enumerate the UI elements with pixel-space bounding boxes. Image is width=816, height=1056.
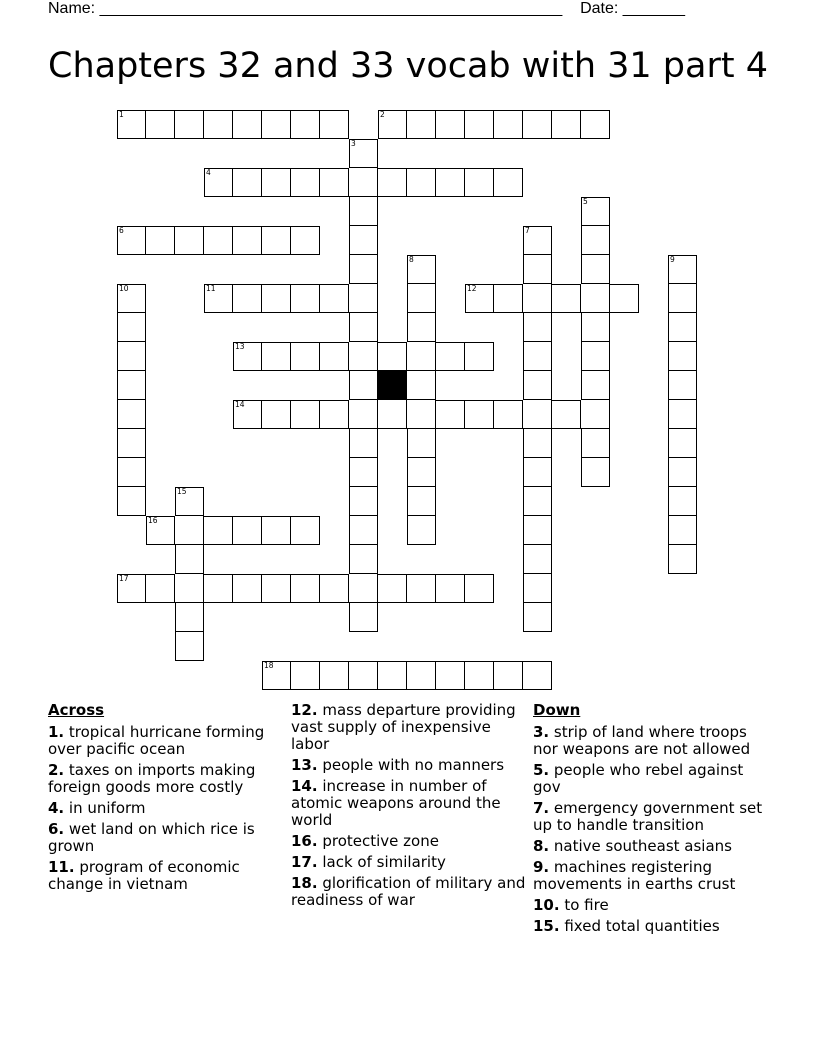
grid-cell[interactable] bbox=[407, 371, 436, 400]
grid-cell[interactable] bbox=[523, 574, 552, 603]
grid-cell[interactable] bbox=[262, 400, 291, 429]
grid-cell[interactable] bbox=[465, 400, 494, 429]
clue-number: 11 bbox=[206, 284, 216, 293]
grid-cell[interactable] bbox=[581, 400, 610, 429]
clues-column-1 bbox=[48, 702, 284, 897]
grid-cell[interactable] bbox=[291, 400, 320, 429]
grid-cell[interactable] bbox=[668, 284, 697, 313]
grid-cell[interactable] bbox=[320, 168, 349, 197]
grid-cell[interactable] bbox=[494, 661, 523, 690]
grid-cell[interactable] bbox=[465, 342, 494, 371]
grid-cell[interactable] bbox=[494, 400, 523, 429]
clue-number-label: 7. bbox=[533, 799, 550, 817]
grid-cell[interactable] bbox=[262, 342, 291, 371]
grid-cell[interactable] bbox=[523, 255, 552, 284]
grid-cell[interactable] bbox=[523, 661, 552, 690]
grid-cell[interactable] bbox=[262, 284, 291, 313]
clue-number: 16 bbox=[148, 516, 158, 525]
clue-down-8 bbox=[533, 838, 769, 855]
clue-number-label: 3. bbox=[533, 723, 550, 741]
grid-cell[interactable] bbox=[349, 284, 378, 313]
grid-cell[interactable] bbox=[523, 429, 552, 458]
grid-cell[interactable] bbox=[494, 110, 523, 139]
grid-cell[interactable] bbox=[407, 516, 436, 545]
grid-cell[interactable] bbox=[117, 313, 146, 342]
grid-cell[interactable] bbox=[233, 284, 262, 313]
clue-number-label: 9. bbox=[533, 858, 550, 876]
clue-number-label: 4. bbox=[48, 799, 65, 817]
clue-number: 4 bbox=[206, 168, 211, 177]
clue-text: mass departure providing vast supply of inexpensive labor bbox=[291, 701, 516, 753]
grid-cell[interactable] bbox=[668, 313, 697, 342]
grid-cell[interactable] bbox=[552, 284, 581, 313]
grid-cell[interactable] bbox=[175, 226, 204, 255]
clue-across-6 bbox=[48, 821, 284, 855]
clue-number-label: 10. bbox=[533, 896, 560, 914]
grid-cell[interactable] bbox=[117, 371, 146, 400]
grid-cell[interactable] bbox=[349, 342, 378, 371]
grid-cell[interactable] bbox=[349, 661, 378, 690]
clue-across-4 bbox=[48, 800, 284, 817]
clue-text: people who rebel against gov bbox=[533, 761, 744, 796]
grid-cell[interactable] bbox=[668, 458, 697, 487]
grid-cell[interactable] bbox=[175, 516, 204, 545]
grid-cell[interactable] bbox=[407, 429, 436, 458]
clue-number: 10 bbox=[119, 284, 129, 293]
grid-cell[interactable] bbox=[581, 110, 610, 139]
grid-cell[interactable] bbox=[320, 574, 349, 603]
clue-down-15 bbox=[533, 918, 769, 935]
clue-number-label: 6. bbox=[48, 820, 65, 838]
grid-cell[interactable] bbox=[204, 574, 233, 603]
grid-cell[interactable] bbox=[436, 342, 465, 371]
clue-text: in uniform bbox=[64, 799, 146, 817]
grid-cell[interactable] bbox=[233, 110, 262, 139]
grid-cell[interactable] bbox=[581, 284, 610, 313]
grid-cell[interactable] bbox=[262, 574, 291, 603]
grid-cell[interactable] bbox=[175, 632, 204, 661]
clue-across-17 bbox=[291, 854, 527, 871]
clue-number-label: 12. bbox=[291, 701, 318, 719]
grid-cell[interactable] bbox=[668, 516, 697, 545]
grid-cell[interactable] bbox=[668, 545, 697, 574]
grid-cell[interactable] bbox=[291, 574, 320, 603]
clue-number-label: 18. bbox=[291, 874, 318, 892]
grid-cell[interactable] bbox=[175, 545, 204, 574]
clue-number-label: 5. bbox=[533, 761, 550, 779]
grid-cell[interactable] bbox=[436, 110, 465, 139]
grid-cell[interactable] bbox=[117, 458, 146, 487]
grid-cell[interactable] bbox=[378, 574, 407, 603]
grid-cell[interactable] bbox=[407, 400, 436, 429]
grid-cell[interactable] bbox=[117, 487, 146, 516]
grid-cell[interactable] bbox=[523, 603, 552, 632]
clue-text: increase in number of atomic weapons around the world bbox=[291, 777, 501, 829]
clues-column-2 bbox=[291, 702, 527, 913]
grid-cell[interactable] bbox=[581, 226, 610, 255]
grid-cell[interactable] bbox=[465, 168, 494, 197]
grid-cell[interactable] bbox=[204, 110, 233, 139]
grid-cell[interactable] bbox=[668, 429, 697, 458]
clue-number-label: 8. bbox=[533, 837, 550, 855]
clue-text: emergency government set up to handle transition bbox=[533, 799, 763, 834]
grid-cell[interactable] bbox=[291, 226, 320, 255]
clue-number-label: 14. bbox=[291, 777, 318, 795]
clue-number: 9 bbox=[670, 255, 675, 264]
grid-cell[interactable] bbox=[320, 661, 349, 690]
grid-cell[interactable] bbox=[291, 284, 320, 313]
grid-cell[interactable] bbox=[349, 197, 378, 226]
grid-cell[interactable] bbox=[349, 458, 378, 487]
clue-across-14 bbox=[291, 778, 527, 829]
clue-down-7 bbox=[533, 800, 769, 834]
clue-number: 7 bbox=[525, 226, 530, 235]
grid-cell[interactable] bbox=[146, 110, 175, 139]
grid-cell[interactable] bbox=[494, 284, 523, 313]
clue-across-12 bbox=[291, 702, 527, 753]
grid-cell[interactable] bbox=[204, 226, 233, 255]
clue-number: 5 bbox=[583, 197, 588, 206]
grid-cell[interactable] bbox=[523, 313, 552, 342]
grid-cell[interactable] bbox=[523, 342, 552, 371]
grid-cell[interactable] bbox=[668, 342, 697, 371]
grid-cell[interactable] bbox=[175, 603, 204, 632]
clue-across-16 bbox=[291, 833, 527, 850]
clue-text: machines registering movements in earths crust bbox=[533, 858, 736, 893]
grid-cell[interactable] bbox=[552, 110, 581, 139]
grid-cell[interactable] bbox=[407, 661, 436, 690]
clue-text: wet land on which rice is grown bbox=[48, 820, 255, 855]
grid-cell[interactable] bbox=[146, 226, 175, 255]
grid-cell[interactable] bbox=[407, 168, 436, 197]
clue-across-18 bbox=[291, 875, 527, 909]
clue-down-9 bbox=[533, 859, 769, 893]
clue-down-10 bbox=[533, 897, 769, 914]
grid-cell[interactable] bbox=[581, 313, 610, 342]
grid-cell[interactable] bbox=[320, 284, 349, 313]
grid-cell[interactable] bbox=[581, 342, 610, 371]
clue-number: 17 bbox=[119, 574, 129, 583]
grid-cell[interactable] bbox=[320, 400, 349, 429]
grid-cell[interactable] bbox=[523, 400, 552, 429]
grid-cell[interactable] bbox=[320, 342, 349, 371]
grid-cell[interactable] bbox=[407, 574, 436, 603]
clue-text: native southeast asians bbox=[549, 837, 732, 855]
grid-cell[interactable] bbox=[117, 429, 146, 458]
clue-across-2 bbox=[48, 762, 284, 796]
grid-cell[interactable] bbox=[262, 110, 291, 139]
clue-number-label: 16. bbox=[291, 832, 318, 850]
clue-number: 15 bbox=[177, 487, 187, 496]
grid-cell[interactable] bbox=[146, 574, 175, 603]
grid-cell[interactable] bbox=[407, 110, 436, 139]
grid-cell[interactable] bbox=[349, 400, 378, 429]
clues-column-3 bbox=[533, 702, 769, 939]
clue-text: to fire bbox=[559, 896, 609, 914]
clue-number: 3 bbox=[351, 139, 356, 148]
clue-across-11 bbox=[48, 859, 284, 893]
grid-cell[interactable] bbox=[436, 574, 465, 603]
grid-cell[interactable] bbox=[407, 458, 436, 487]
grid-cell[interactable] bbox=[291, 342, 320, 371]
down-heading: Down bbox=[533, 701, 581, 719]
grid-cell[interactable] bbox=[349, 429, 378, 458]
grid-cell[interactable] bbox=[262, 168, 291, 197]
clue-text: glorification of military and readiness of war bbox=[291, 874, 526, 909]
clue-text: people with no manners bbox=[317, 756, 505, 774]
clue-number-label: 15. bbox=[533, 917, 560, 935]
grid-cell[interactable] bbox=[465, 574, 494, 603]
grid-cell[interactable] bbox=[523, 545, 552, 574]
grid-cell[interactable] bbox=[117, 342, 146, 371]
grid-cell[interactable] bbox=[552, 400, 581, 429]
clue-across-1 bbox=[48, 724, 284, 758]
clue-number: 1 bbox=[119, 110, 124, 119]
grid-cell[interactable] bbox=[465, 110, 494, 139]
grid-cell[interactable] bbox=[291, 168, 320, 197]
grid-cell[interactable] bbox=[378, 342, 407, 371]
grid-cell[interactable] bbox=[523, 110, 552, 139]
grid-cell[interactable] bbox=[262, 226, 291, 255]
clue-number: 12 bbox=[467, 284, 477, 293]
clue-number: 2 bbox=[380, 110, 385, 119]
grid-cell[interactable] bbox=[349, 487, 378, 516]
grid-cell[interactable] bbox=[291, 661, 320, 690]
clue-text: strip of land where troops nor weapons are not allowed bbox=[533, 723, 751, 758]
clue-number-label: 2. bbox=[48, 761, 65, 779]
grid-cell[interactable] bbox=[349, 603, 378, 632]
grid-cell[interactable] bbox=[436, 400, 465, 429]
grid-block-cell bbox=[378, 371, 407, 400]
clue-number: 6 bbox=[119, 226, 124, 235]
grid-cell[interactable] bbox=[204, 516, 233, 545]
clue-across-13 bbox=[291, 757, 527, 774]
clue-number-label: 1. bbox=[48, 723, 65, 741]
grid-cell[interactable] bbox=[233, 574, 262, 603]
grid-cell[interactable] bbox=[581, 371, 610, 400]
grid-cell[interactable] bbox=[407, 284, 436, 313]
grid-cell[interactable] bbox=[494, 168, 523, 197]
grid-cell[interactable] bbox=[581, 255, 610, 284]
clue-text: program of economic change in vietnam bbox=[48, 858, 240, 893]
clue-number-label: 13. bbox=[291, 756, 318, 774]
grid-cell[interactable] bbox=[378, 400, 407, 429]
grid-cell[interactable] bbox=[436, 661, 465, 690]
clue-number: 14 bbox=[235, 400, 245, 409]
grid-cell[interactable] bbox=[465, 661, 494, 690]
clue-number-label: 17. bbox=[291, 853, 318, 871]
grid-cell[interactable] bbox=[175, 110, 204, 139]
clue-text: fixed total quantities bbox=[559, 917, 720, 935]
grid-cell[interactable] bbox=[668, 400, 697, 429]
clue-text: taxes on imports making foreign goods more costly bbox=[48, 761, 256, 796]
clue-text: tropical hurricane forming over pacific ocean bbox=[48, 723, 265, 758]
grid-cell[interactable] bbox=[233, 168, 262, 197]
grid-cell[interactable] bbox=[523, 284, 552, 313]
grid-cell[interactable] bbox=[523, 516, 552, 545]
puzzle-title: Chapters 32 and 33 vocab with 31 part 4 bbox=[48, 46, 768, 86]
grid-cell[interactable] bbox=[349, 226, 378, 255]
clue-text: lack of similarity bbox=[317, 853, 446, 871]
grid-cell[interactable] bbox=[349, 371, 378, 400]
grid-cell[interactable] bbox=[349, 574, 378, 603]
grid-cell[interactable] bbox=[291, 516, 320, 545]
grid-cell[interactable] bbox=[349, 516, 378, 545]
grid-cell[interactable] bbox=[378, 661, 407, 690]
grid-cell[interactable] bbox=[523, 458, 552, 487]
grid-cell[interactable] bbox=[407, 342, 436, 371]
grid-cell[interactable] bbox=[320, 110, 349, 139]
grid-cell[interactable] bbox=[523, 371, 552, 400]
clue-number: 18 bbox=[264, 661, 274, 670]
grid-cell[interactable] bbox=[349, 255, 378, 284]
grid-cell[interactable] bbox=[349, 545, 378, 574]
clue-down-3 bbox=[533, 724, 769, 758]
name-date-line: Name: ____________________________________________________ Date: _______ bbox=[48, 0, 686, 17]
grid-cell[interactable] bbox=[668, 487, 697, 516]
clue-number: 13 bbox=[235, 342, 245, 351]
clue-down-5 bbox=[533, 762, 769, 796]
grid-cell[interactable] bbox=[117, 400, 146, 429]
grid-cell[interactable] bbox=[233, 226, 262, 255]
grid-cell[interactable] bbox=[175, 574, 204, 603]
grid-cell[interactable] bbox=[610, 284, 639, 313]
grid-cell[interactable] bbox=[668, 371, 697, 400]
grid-cell[interactable] bbox=[291, 110, 320, 139]
clue-number-label: 11. bbox=[48, 858, 75, 876]
grid-cell[interactable] bbox=[581, 429, 610, 458]
grid-cell[interactable] bbox=[233, 516, 262, 545]
clue-number: 8 bbox=[409, 255, 414, 264]
grid-cell[interactable] bbox=[407, 487, 436, 516]
grid-cell[interactable] bbox=[407, 313, 436, 342]
across-heading: Across bbox=[48, 701, 105, 719]
grid-cell[interactable] bbox=[523, 487, 552, 516]
grid-cell[interactable] bbox=[378, 168, 407, 197]
grid-cell[interactable] bbox=[436, 168, 465, 197]
clue-text: protective zone bbox=[317, 832, 439, 850]
grid-cell[interactable] bbox=[262, 516, 291, 545]
grid-cell[interactable] bbox=[349, 168, 378, 197]
grid-cell[interactable] bbox=[349, 313, 378, 342]
grid-cell[interactable] bbox=[581, 458, 610, 487]
